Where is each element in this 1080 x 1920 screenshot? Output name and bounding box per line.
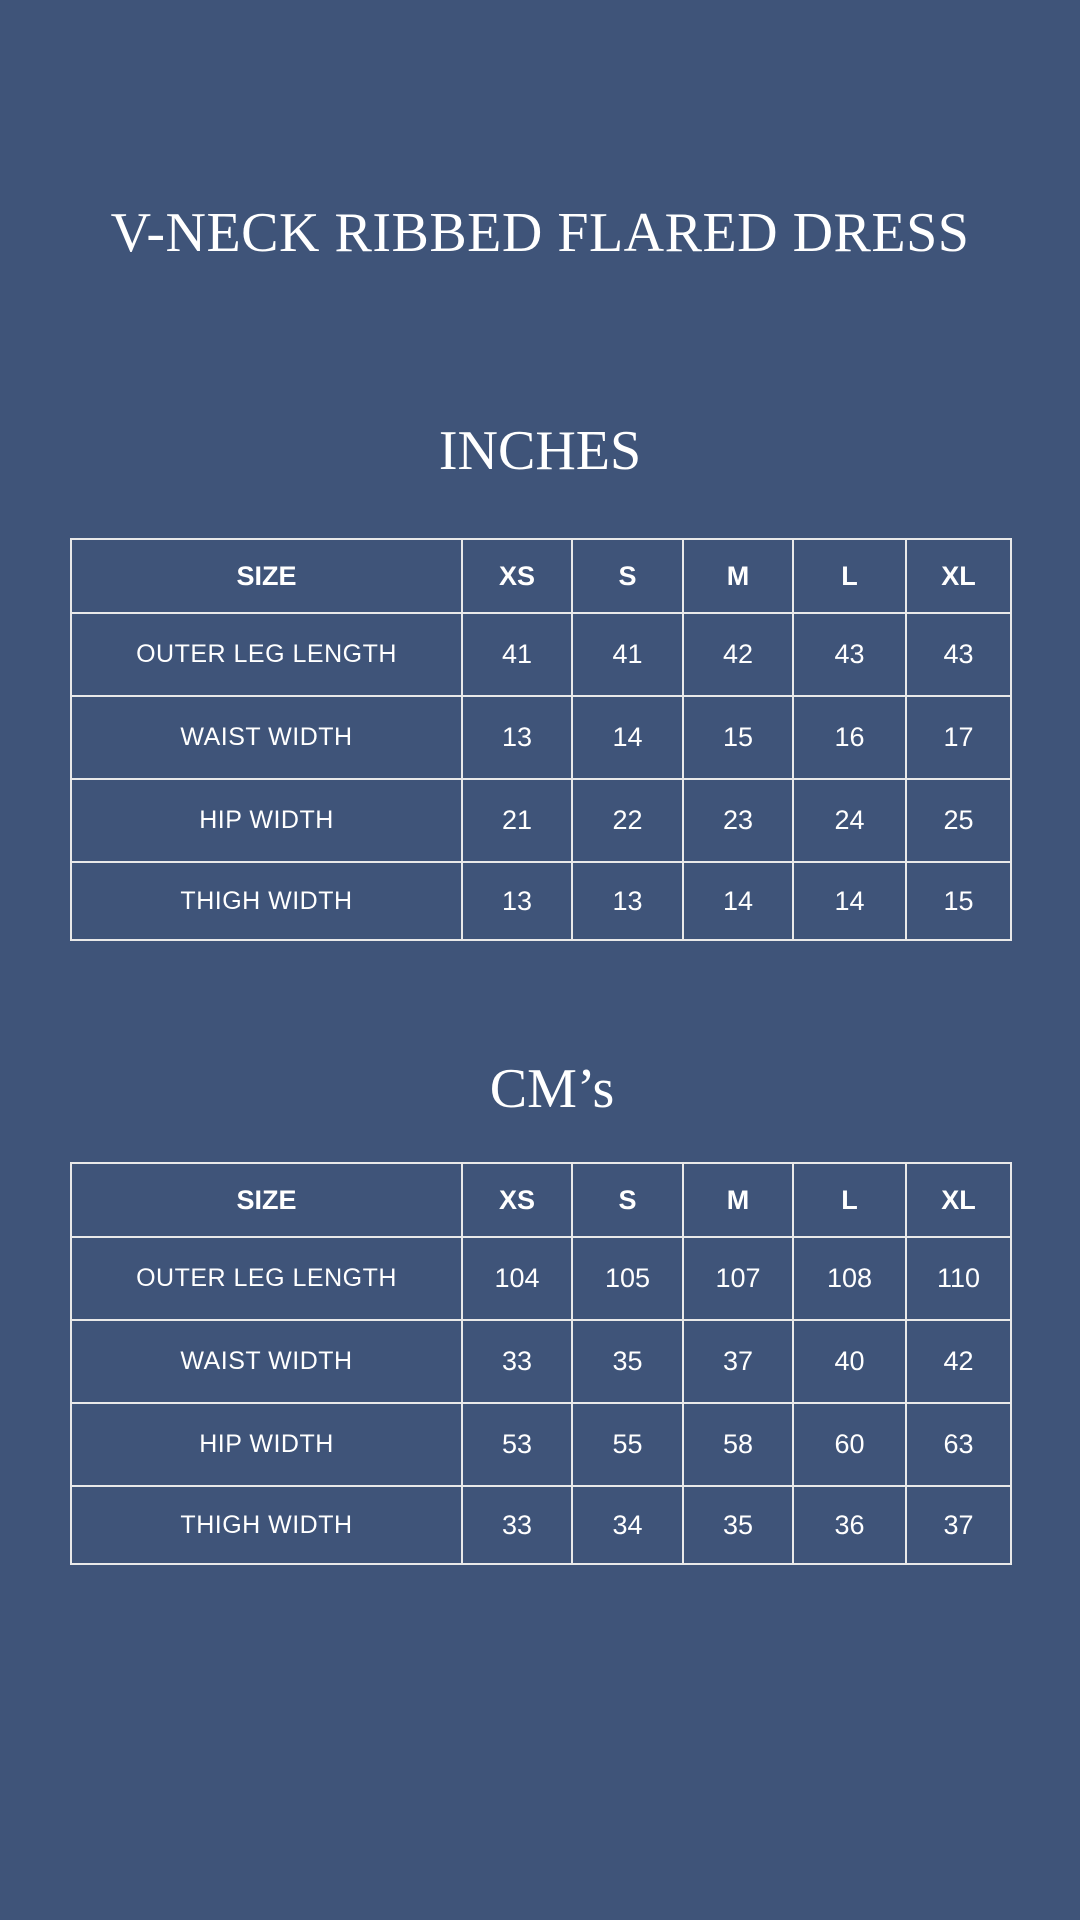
cell-value: 33 [462, 1486, 572, 1564]
cell-value: 107 [683, 1237, 793, 1320]
cell-value: 108 [793, 1237, 906, 1320]
header-xl: XL [906, 1163, 1011, 1237]
cell-value: 14 [683, 862, 793, 940]
table-row [71, 1486, 1011, 1564]
cell-value: 60 [793, 1403, 906, 1486]
row-label: OUTER LEG LENGTH [71, 1237, 462, 1320]
cell-value: 15 [683, 696, 793, 779]
cell-value: 33 [462, 1320, 572, 1403]
table-row [71, 779, 1011, 862]
row-label: HIP WIDTH [71, 1403, 462, 1486]
cell-value: 16 [793, 696, 906, 779]
cell-value: 34 [572, 1486, 683, 1564]
table-row [71, 696, 1011, 779]
cell-value: 25 [906, 779, 1011, 862]
cell-value: 36 [793, 1486, 906, 1564]
cell-value: 41 [462, 613, 572, 696]
row-label: THIGH WIDTH [71, 862, 462, 940]
cell-value: 13 [462, 696, 572, 779]
row-label: OUTER LEG LENGTH [71, 613, 462, 696]
table-header-row [71, 539, 1011, 613]
row-label: WAIST WIDTH [71, 1320, 462, 1403]
table-row [71, 862, 1011, 940]
cell-value: 40 [793, 1320, 906, 1403]
cell-value: 105 [572, 1237, 683, 1320]
cell-value: 43 [793, 613, 906, 696]
page-title: V-NECK RIBBED FLARED DRESS [110, 202, 970, 264]
cms-heading: CM’s [489, 1058, 615, 1120]
cell-value: 42 [906, 1320, 1011, 1403]
cell-value: 104 [462, 1237, 572, 1320]
row-label: THIGH WIDTH [71, 1486, 462, 1564]
header-size: SIZE [71, 1163, 462, 1237]
table-row [71, 613, 1011, 696]
header-l: L [793, 1163, 906, 1237]
cell-value: 24 [793, 779, 906, 862]
header-m: M [683, 1163, 793, 1237]
cell-value: 22 [572, 779, 683, 862]
cell-value: 14 [793, 862, 906, 940]
cell-value: 14 [572, 696, 683, 779]
header-size: SIZE [71, 539, 462, 613]
cell-value: 21 [462, 779, 572, 862]
table-row [71, 1320, 1011, 1403]
cell-value: 17 [906, 696, 1011, 779]
cell-value: 53 [462, 1403, 572, 1486]
cell-value: 15 [906, 862, 1011, 940]
header-m: M [683, 539, 793, 613]
cell-value: 42 [683, 613, 793, 696]
table-header-row [71, 1163, 1011, 1237]
header-xs: XS [462, 1163, 572, 1237]
table-row [71, 1403, 1011, 1486]
header-l: L [793, 539, 906, 613]
cell-value: 13 [462, 862, 572, 940]
header-s: S [572, 1163, 683, 1237]
header-xl: XL [906, 539, 1011, 613]
cms-size-table [70, 1162, 1012, 1565]
cell-value: 35 [683, 1486, 793, 1564]
cell-value: 23 [683, 779, 793, 862]
cell-value: 110 [906, 1237, 1011, 1320]
cell-value: 63 [906, 1403, 1011, 1486]
header-xs: XS [462, 539, 572, 613]
row-label: WAIST WIDTH [71, 696, 462, 779]
table-row [71, 1237, 1011, 1320]
cell-value: 37 [683, 1320, 793, 1403]
cell-value: 35 [572, 1320, 683, 1403]
cell-value: 58 [683, 1403, 793, 1486]
row-label: HIP WIDTH [71, 779, 462, 862]
cell-value: 13 [572, 862, 683, 940]
cell-value: 41 [572, 613, 683, 696]
cell-value: 43 [906, 613, 1011, 696]
cell-value: 55 [572, 1403, 683, 1486]
inches-size-table [70, 538, 1012, 941]
header-s: S [572, 539, 683, 613]
inches-heading: INCHES [438, 420, 642, 482]
cell-value: 37 [906, 1486, 1011, 1564]
